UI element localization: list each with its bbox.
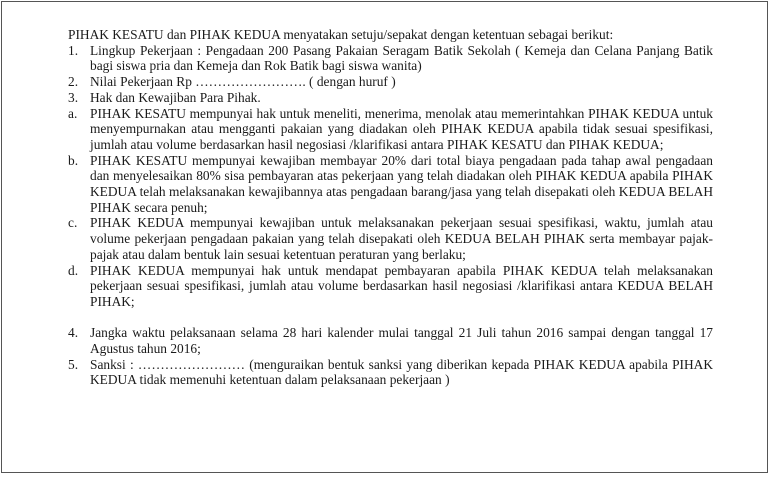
item-marker: 3.: [68, 89, 79, 105]
list-item-a: [68, 106, 713, 153]
list-item-3: [68, 90, 713, 106]
list-item-c: [68, 215, 713, 262]
item-marker: d.: [68, 262, 79, 278]
list-item-d: [68, 263, 713, 310]
item-marker: 1.: [68, 42, 79, 58]
list-item-2: [68, 74, 713, 90]
item-marker: 4.: [68, 325, 79, 341]
item-marker: b.: [68, 152, 79, 168]
item-text: Lingkup Pekerjaan : Pengadaan 200 Pasang Pakaian Seragam Batik Sekolah ( Kemeja dan Celana Panjang Batik bagi siswa pria dan Kemeja dan Rok Batik bagi siswa wanita): [90, 42, 713, 74]
item-text: PIHAK KESATU mempunyai hak untuk meneliti, menerima, menolak atau memerintahkan PIHAK KEDUA untuk menyempurnakan atau mengganti pakaian yang diadakan oleh PIHAK KEDUA apabila tidak sesuai spesifikasi, jumlah atau volume berdasarkan hasil negosiasi /klarifikasi antara PIHAK KESATU dan PIHAK KEDUA;: [90, 105, 713, 152]
item-text: Jangka waktu pelaksanaan selama 28 hari kalender mulai tanggal 21 Juli tahun 2016 sampai dengan tanggal 17 Agustus tahun 2016;: [90, 325, 713, 357]
item-text: Sanksi : …………………… (menguraikan bentuk sanksi yang diberikan kepada PIHAK KEDUA apabila PIHAK KEDUA tidak memenuhi ketentuan dalam pelaksanaan pekerjaan ): [90, 356, 713, 388]
item-marker: a.: [68, 105, 78, 121]
item-text: PIHAK KESATU mempunyai kewajiban membayar 20% dari total biaya pengadaan pada tahap awal pengadaan dan menyelesaikan 80% sisa pembayaran atas pekerjaan yang telah diadakan oleh PIHAK KEDUA apabila PIHAK KEDUA telah melaksanakan kewajibannya atas pengadaan barang/jasa yang telah disepakati oleh KEDUA BELAH PIHAK secara penuh;: [90, 152, 713, 215]
item-marker: c.: [68, 215, 78, 231]
document-frame: [1, 1, 768, 473]
list-item-5: [68, 357, 713, 388]
item-marker: 2.: [68, 74, 79, 90]
blank-line: [68, 310, 713, 326]
list-item-1: [68, 43, 713, 74]
intro-paragraph: PIHAK KESATU dan PIHAK KEDUA menyatakan setuju/sepakat dengan ketentuan sebagai berikut:: [68, 27, 614, 42]
list-item-4: [68, 325, 713, 356]
item-text: Hak dan Kewajiban Para Pihak.: [90, 89, 261, 105]
item-text: PIHAK KEDUA mempunyai hak untuk mendapat pembayaran apabila PIHAK KEDUA telah melaksanakan pekerjaan sesuai spesifikasi, jumlah atau volume berdasarkan hasil negosiasi /klarifikasi antara KEDUA BELAH PIHAK;: [90, 262, 713, 309]
item-text: PIHAK KEDUA mempunyai kewajiban untuk melaksanakan pekerjaan sesuai spesifikasi, waktu, jumlah atau volume pekerjaan pengadaan pakaian yang telah disepakati oleh KEDUA BELAH PIHAK serta membayar pajak-pajak atau dalam bentuk lain sesuai ketentuan peraturan yang berlaku;: [90, 215, 713, 262]
item-text: Nilai Pekerjaan Rp ……………………. ( dengan huruf ): [90, 74, 396, 90]
document-body: [68, 27, 713, 388]
list-item-b: [68, 153, 713, 216]
item-marker: 5.: [68, 356, 79, 372]
